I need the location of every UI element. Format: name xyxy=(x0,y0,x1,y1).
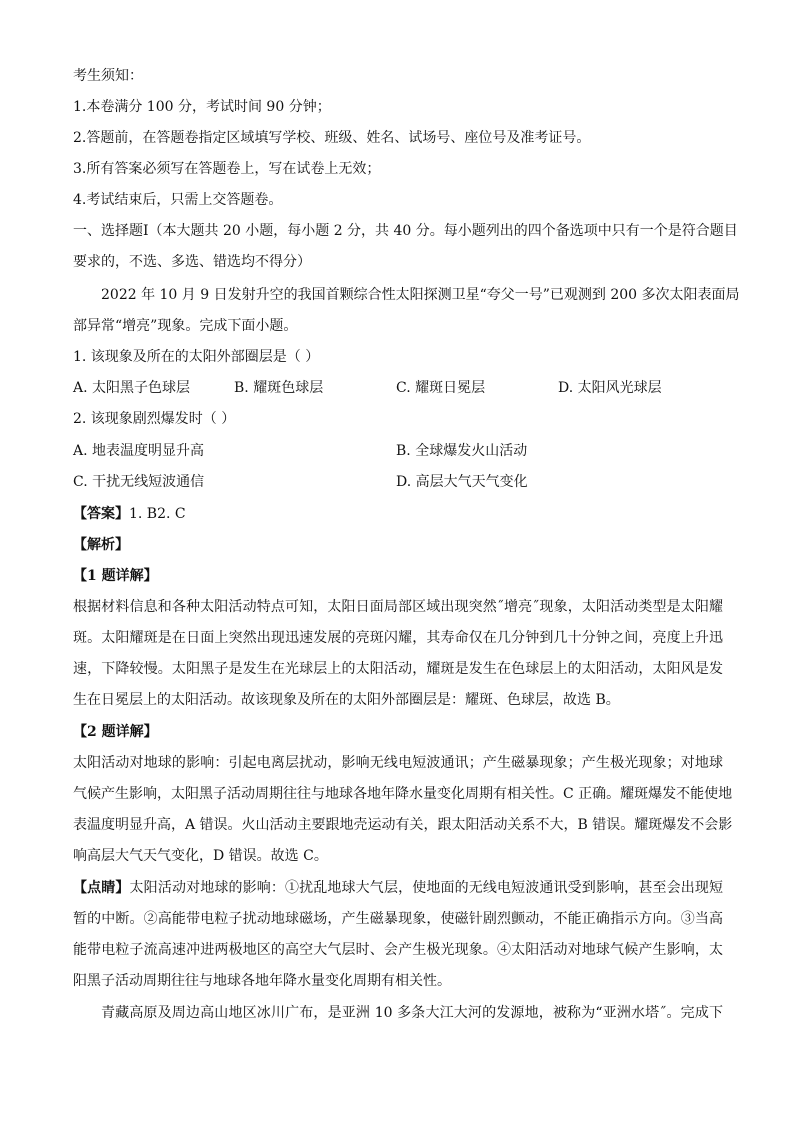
tips-line4: 阳黑子活动周期往往与地球各地年降水量变化周期有相关性。 xyxy=(73,973,451,989)
notice-item-1: 1.本卷满分 100 分，考试时间 90 分钟； xyxy=(73,99,331,115)
question-2-option-a: A. 地表温度明显升高 xyxy=(73,443,205,459)
notice-item-4: 4.考试结束后，只需上交答题卷。 xyxy=(73,192,283,208)
section-heading-line1: 一、选择题Ⅰ（本大题共 20 小题，每小题 2 分，共 40 分。每小题列出的四个备选项中只有一个是符合题目 xyxy=(73,223,738,239)
question-1-option-a: A. 太阳黑子色球层 xyxy=(73,380,191,396)
notice-item-2: 2.答题前，在答题卷指定区域填写学校、班级、姓名、试场号、座位号及准考证号。 xyxy=(73,130,591,146)
answer-label: 【答案】 xyxy=(73,506,129,522)
detail-1-label: 【1 题详解】 xyxy=(73,568,158,584)
question-2-stem: 2. 该现象剧烈爆发时（ ） xyxy=(73,411,236,427)
answer-line xyxy=(73,504,186,524)
question-1-stem: 1. 该现象及所在的太阳外部圈层是（ ） xyxy=(73,349,320,365)
question-2-option-c: C. 干扰无线短波通信 xyxy=(73,474,205,490)
question-1-option-b: B. 耀斑色球层 xyxy=(234,380,324,396)
tips-line3: 能带电粒子流高速冲进两极地区的高空大气层时、会产生极光现象。④太阳活动对地球气候产生影响，太 xyxy=(73,942,723,958)
tips-first-line: 太阳活动对地球的影响：①扰乱地球大气层，使地面的无线电短波通讯受到影响，甚至会出现短 xyxy=(129,880,724,896)
analysis-label: 【解析】 xyxy=(73,537,129,553)
material-2-line1: 青藏高原及周边高山地区冰川广布，是亚洲 10 多条大江大河的发源地，被称为“亚洲水塔˝。完成下 xyxy=(101,1005,723,1021)
detail-2-line2: 气候产生影响，太阳黑子活动周期往往与地球各地年降水量变化周期有相关性。C 正确。耀斑爆发不能使地 xyxy=(73,786,733,802)
tips-label: 【点睛】 xyxy=(73,880,130,896)
answer-text: 1. B2. C xyxy=(129,506,186,522)
detail-1-line4: 生在日冕层上的太阳活动。故该现象及所在的太阳外部圈层是：耀斑、色球层，故选 B。 xyxy=(73,692,620,708)
material-1-line1: 2022 年 10 月 9 日发射升空的我国首颗综合性太阳探测卫星“夸父一号”已观测到 200 多次太阳表面局 xyxy=(101,287,740,303)
detail-2-label: 【2 题详解】 xyxy=(73,724,158,740)
question-1-option-d: D. 太阳风光球层 xyxy=(558,380,662,396)
detail-2-line3: 表温度明显升高，A 错误。火山活动主要跟地壳运动有关，跟太阳活动关系不大，B 错误。耀斑爆发不会影 xyxy=(73,817,733,833)
detail-2-line4: 响高层大气天气变化，D 错误。故选 C。 xyxy=(73,848,328,864)
tips-line1 xyxy=(73,878,723,898)
tips-line2: 暂的中断。②高能带电粒子扰动地球磁场，产生磁暴现象，使磁针剧烈颤动，不能正确指示方向。③当高 xyxy=(73,911,723,927)
notice-title: 考生须知： xyxy=(73,68,143,84)
question-1-option-c: C. 耀斑日冕层 xyxy=(396,380,486,396)
section-heading-line2: 要求的，不选、多选、错选均不得分） xyxy=(73,254,311,270)
detail-2-line1: 太阳活动对地球的影响：引起电离层扰动，影响无线电短波通讯；产生磁暴现象；产生极光现象；对地球 xyxy=(73,755,723,771)
detail-1-line2: 斑。太阳耀斑是在日面上突然出现迅速发展的亮斑闪耀，其寿命仅在几分钟到几十分钟之间，亮度上升迅 xyxy=(73,630,723,646)
material-1-line2: 部异常“增亮”现象。完成下面小题。 xyxy=(73,318,298,334)
question-2-option-d: D. 高层大气天气变化 xyxy=(396,474,528,490)
question-2-option-b: B. 全球爆发火山活动 xyxy=(396,443,528,459)
detail-1-line1: 根据材料信息和各种太阳活动特点可知，太阳日面局部区域出现突然˝增亮˝现象，太阳活动类型是太阳耀 xyxy=(73,599,723,615)
detail-1-line3: 速，下降较慢。太阳黑子是发生在光球层上的太阳活动，耀斑是发生在色球层上的太阳活动，太阳风是发 xyxy=(73,661,723,677)
notice-item-3: 3.所有答案必须写在答题卷上，写在试卷上无效； xyxy=(73,161,381,177)
